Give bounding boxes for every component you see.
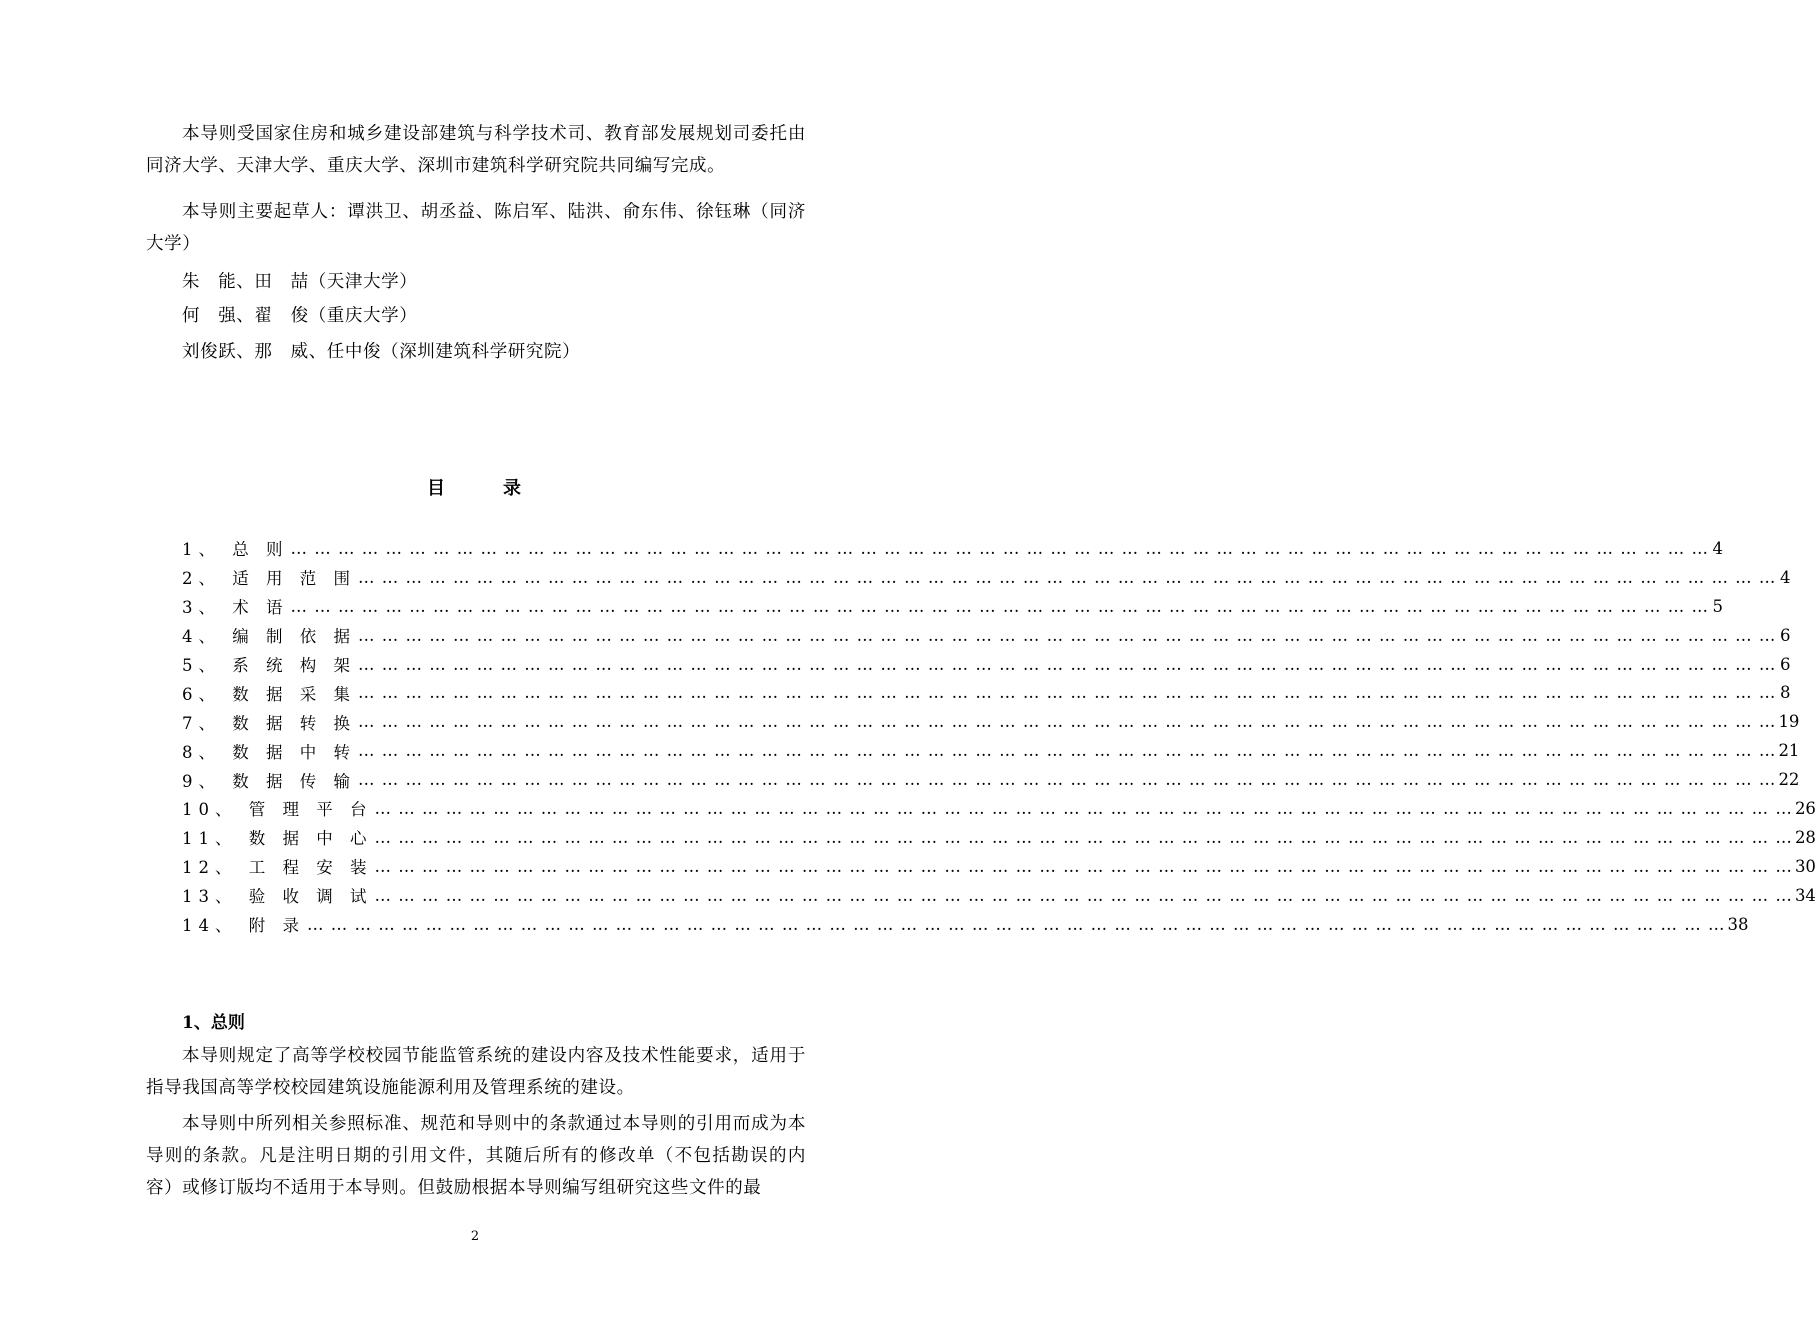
toc-entry [182,534,1723,563]
toc-entry-label: 12、 工 程 安 装 [182,858,373,878]
toc-entry [182,621,1791,650]
toc-entry-page: 8 [1779,683,1791,703]
toc-entry-label: 7、 数 据 转 换 [182,713,356,733]
author-line-chongqing: 何 强、翟 俊（重庆大学） [182,306,418,326]
toc-entry-page: 34 [1794,885,1816,905]
toc-entry-page: 26 [1794,798,1816,818]
toc-leader-dots: … … … … … … … … … … … … … … … … … … … … … … … … … … … … … … … … … … … … … … … … … … … … … … … … … … … … … … … … … … … … [357,741,1777,761]
toc-entry [182,707,1800,736]
toc-entry-label: 5、 系 统 构 架 [182,656,356,675]
intro-paragraph-1: 本导则受国家住房和城乡建设部建筑与科学技术司、教育部发展规划司委托由同济大学、天津大学、重庆大学、深圳市建筑科学研究院共同编写完成。 [146,124,806,176]
toc-entry-page: 19 [1778,712,1800,732]
toc-entry-label: 2、 适 用 范 围 [182,569,356,589]
toc-entry-label: 13、 验 收 调 试 [182,887,373,907]
toc-entry [182,823,1816,852]
toc-leader-dots: … … … … … … … … … … … … … … … … … … … … … … … … … … … … … … … … … … … … … … … … … … … … … … … … … … … … … … … … … … … … [374,856,1793,876]
toc-entry [182,650,1791,679]
toc-entry-label: 14、 附 录 [182,916,305,936]
toc-leader-dots: … … … … … … … … … … … … … … … … … … … … … … … … … … … … … … … … … … … … … … … … … … … … … … … … … … … … … … … … … … … … [290,596,1709,616]
toc-leader-dots: … … … … … … … … … … … … … … … … … … … … … … … … … … … … … … … … … … … … … … … … … … … … … … … … … … … … … … … … … … … … [307,914,1726,934]
toc-entry-page: 22 [1778,770,1800,790]
toc-entry-label: 10、 管 理 平 台 [182,800,373,820]
toc-entry-page: 6 [1779,625,1791,645]
author-line-shenzhen: 刘俊跃、那 威、任中俊（深圳建筑科学研究院） [182,342,581,362]
toc-entry [182,765,1800,794]
toc-entry-page: 4 [1712,538,1723,558]
toc-entry-label: 4、 编 制 依 据 [182,627,356,647]
toc-leader-dots: … … … … … … … … … … … … … … … … … … … … … … … … … … … … … … … … … … … … … … … … … … … … … … … … … … … … … … … … … … … … [357,654,1777,674]
toc-entry-label: 3、 术 语 [182,598,289,618]
toc-leader-dots: … … … … … … … … … … … … … … … … … … … … … … … … … … … … … … … … … … … … … … … … … … … … … … … … … … … … … … … … … … … … [357,625,1777,645]
toc-leader-dots: … … … … … … … … … … … … … … … … … … … … … … … … … … … … … … … … … … … … … … … … … … … … … … … … … … … … … … … … … … … … [357,683,1777,703]
toc-entry-label: 8、 数 据 中 转 [182,742,356,762]
toc-entry-label: 1、 总 则 [182,540,289,560]
toc-entry [182,794,1816,823]
toc-leader-dots: … … … … … … … … … … … … … … … … … … … … … … … … … … … … … … … … … … … … … … … … … … … … … … … … … … … … … … … … … … … … [357,567,1777,587]
section-paragraph-1: 本导则规定了高等学校校园节能监管系统的建设内容及技术性能要求，适用于指导我国高等学校校园建筑设施能源利用及管理系统的建设。 [146,1046,806,1098]
toc-entry [182,881,1816,910]
page-number: 2 [470,1229,480,1244]
toc-leader-dots: … … … … … … … … … … … … … … … … … … … … … … … … … … … … … … … … … … … … … … … … … … … … … … … … … … … … … … … … … … … … [374,827,1793,847]
toc-entry-page: 30 [1794,856,1816,876]
toc-entry-page: 4 [1779,567,1791,587]
toc-entry [182,678,1791,707]
toc-entry-page: 38 [1727,914,1749,934]
toc-entry-label: 6、 数 据 采 集 [182,684,356,704]
toc-entry [182,852,1816,881]
toc-leader-dots: … … … … … … … … … … … … … … … … … … … … … … … … … … … … … … … … … … … … … … … … … … … … … … … … … … … … … … … … … … … … [357,712,1777,732]
toc-leader-dots: … … … … … … … … … … … … … … … … … … … … … … … … … … … … … … … … … … … … … … … … … … … … … … … … … … … … … … … … … … … … [357,770,1777,790]
toc-entry-page: 28 [1794,827,1816,847]
toc-entry-label: 9、 数 据 传 输 [182,771,356,791]
section-paragraph-2: 本导则中所列相关参照标准、规范和导则中的条款通过本导则的引用而成为本导则的条款。凡是注明日期的引用文件，其随后所有的修改单（不包括勘误的内容）或修订版均不适用于本导则。但鼓励根据本导则编写组研究这些文件的最 [146,1114,806,1198]
toc-entry [182,736,1800,765]
toc-title-char-2: 录 [503,478,523,499]
toc-title-char-1: 目 [427,478,447,499]
toc-leader-dots: … … … … … … … … … … … … … … … … … … … … … … … … … … … … … … … … … … … … … … … … … … … … … … … … … … … … … … … … … … … … [374,885,1793,905]
author-line-tianjin: 朱 能、田 喆（天津大学） [182,272,418,292]
toc-entry-page: 21 [1778,741,1800,761]
toc-leader-dots: … … … … … … … … … … … … … … … … … … … … … … … … … … … … … … … … … … … … … … … … … … … … … … … … … … … … … … … … … … … … [374,798,1793,818]
toc-entry [182,910,1749,939]
table-of-contents [182,534,1816,938]
toc-entry-label: 11、 数 据 中 心 [182,829,373,849]
toc-leader-dots: … … … … … … … … … … … … … … … … … … … … … … … … … … … … … … … … … … … … … … … … … … … … … … … … … … … … … … … … … … … … [290,538,1709,558]
toc-entry-page: 6 [1779,654,1791,674]
toc-entry [182,563,1791,592]
intro-paragraph-2: 本导则主要起草人：谭洪卫、胡丞益、陈启军、陆洪、俞东伟、徐钰琳（同济大学） [146,202,806,254]
toc-title [0,474,950,500]
toc-entry [182,592,1723,621]
toc-entry-page: 5 [1712,596,1723,616]
section-heading: 1、总则 [182,1013,245,1033]
